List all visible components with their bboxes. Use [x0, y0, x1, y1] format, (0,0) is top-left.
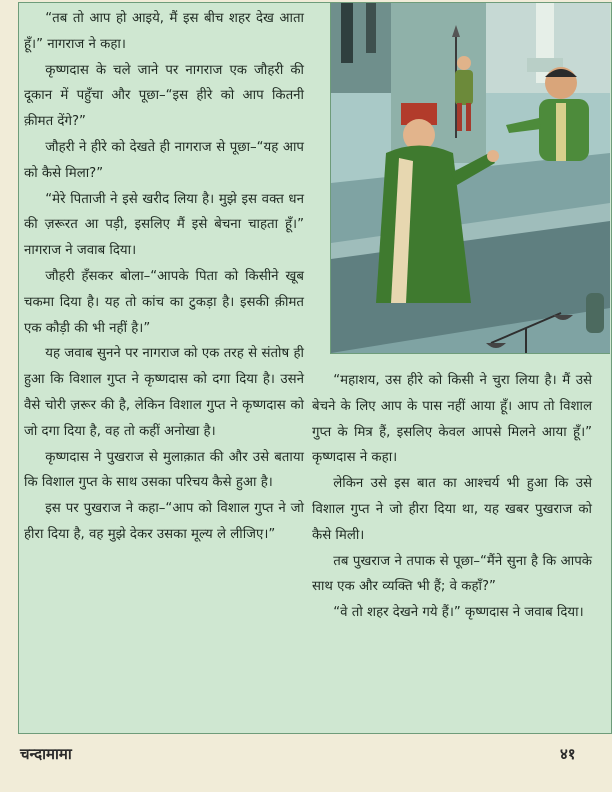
story-illustration [330, 3, 610, 354]
paragraph: कृष्णदास के चले जाने पर नागराज एक जौहरी की दूकान में पहुँचा और पूछा–“इस हीरे को आप कितनी क़ीमत देंगे?” [24, 62, 304, 130]
paragraph: जौहरी ने हीरे को देखते ही नागराज से पूछा–“यह आप को कैसे मिला?” [24, 139, 304, 181]
left-column [24, 6, 304, 548]
paragraph: “महाशय, उस हीरे को किसी ने चुरा लिया है। मैं उसे बेचने के लिए आप के पास नहीं आया हूँ। आप तो विशाल गुप्त के मित्र हैं, इसलिए केवल आपसे मिलने आया हूँ।” कृष्णदास ने कहा। [312, 373, 592, 466]
paragraph: इस पर पुखराज ने कहा–“आप को विशाल गुप्त ने जो हीरा दिया है, वह मुझे देकर उसका मूल्य ले लीजिए।” [24, 501, 304, 542]
paragraph: लेकिन उसे इस बात का आश्चर्य भी हुआ कि उसे विशाल गुप्त ने जो हीरा दिया था, यह खबर पुखराज को कैसे मिली। [312, 476, 592, 543]
illustration-scene [331, 3, 610, 353]
page-number: ४१ [560, 745, 576, 763]
right-column [312, 368, 592, 626]
paragraph: “वे तो शहर देखने गये हैं।” कृष्णदास ने जवाब दिया। [333, 605, 584, 621]
paragraph: “मेरे पिताजी ने इसे खरीद लिया है। मुझे इस वक्त धन की ज़रूरत आ पड़ी, इसलिए मैं इसे बेचना चाहता हूँ।” नागराज ने जवाब दिया। [24, 191, 304, 259]
magazine-name: चन्दामामा [20, 745, 72, 763]
paragraph: कृष्णदास ने पुखराज से मुलाक़ात की और उसे बताया कि विशाल गुप्त के साथ उसका परिचय कैसे हुआ है। [24, 449, 304, 491]
paragraph: तब पुखराज ने तपाक से पूछा–“मैंने सुना है कि आपके साथ एक और व्यक्ति भी हैं; वे कहाँ?” [312, 553, 592, 595]
paragraph: “तब तो आप हो आइये, मैं इस बीच शहर देख आता हूँ।” नागराज ने कहा। [24, 11, 304, 52]
paragraph: जौहरी हँसकर बोला–“आपके पिता को किसीने खूब चकमा दिया है। यह तो कांच का टुकड़ा है। इसकी क़ीमत एक कौड़ी की भी नहीं है।” [24, 268, 304, 336]
paragraph: यह जवाब सुनने पर नागराज को एक तरह से संतोष ही हुआ कि विशाल गुप्त ने कृष्णदास को दगा दिया है। उसने वैसे चोरी ज़रूर की है, लेकिन विशाल गुप्त ने कृष्णदास को जो दगा दिया है, वह तो कहीं अनोखा है। [24, 346, 304, 439]
